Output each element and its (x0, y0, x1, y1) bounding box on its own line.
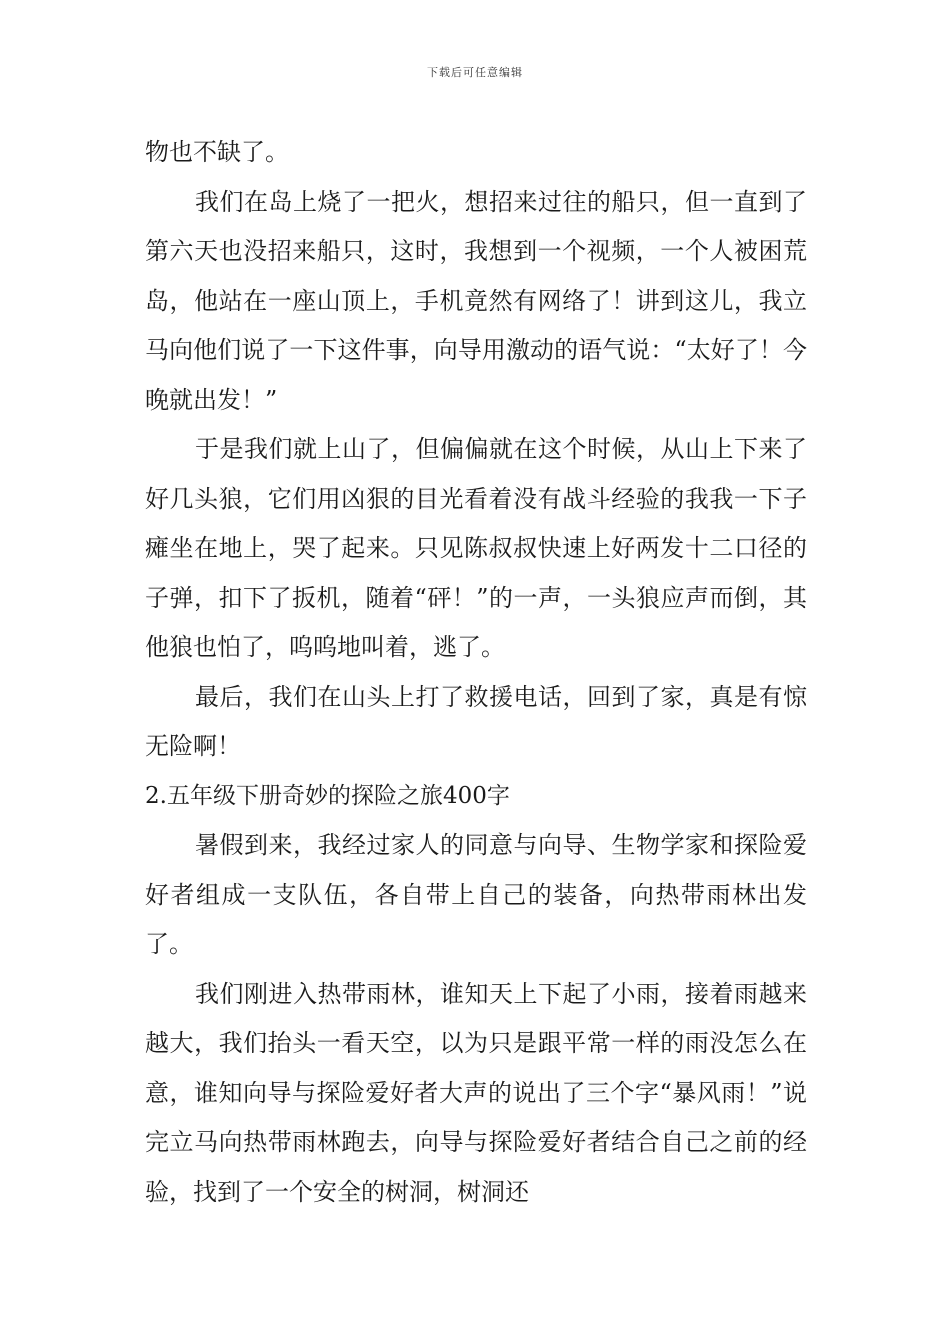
paragraph: 暑假到来，我经过家人的同意与向导、生物学家和探险爱好者组成一支队伍，各自带上自己的装备，向热带雨林出发了。 (145, 831, 807, 958)
paragraph: 我们刚进入热带雨林，谁知天上下起了小雨，接着雨越来越大，我们抬头一看天空，以为只是跟平常一样的雨没怎么在意，谁知向导与探险爱好者大声的说出了三个字“暴风雨！”说完立马向热带雨林跑去，向导与探险爱好者结合自己之前的经验，找到了一个安全的树洞，树洞还 (145, 979, 807, 1206)
paragraph: 于是我们就上山了，但偏偏就在这个时候，从山上下来了好几头狼，它们用凶狠的目光看着没有战斗经验的我我一下子瘫坐在地上，哭了起来。只见陈叔叔快速上好两发十二口径的子弹，扣下了扳机，随着“砰！”的一声，一头狼应声而倒，其他狼也怕了，呜呜地叫着，逃了。 (145, 435, 807, 661)
page-header: 下载后可任意编辑 (427, 66, 523, 79)
paragraph: 我们在岛上烧了一把火，想招来过往的船只，但一直到了第六天也没招来船只，这时，我想到一个视频，一个人被困荒岛，他站在一座山顶上，手机竟然有网络了！讲到这儿，我立马向他们说了一下这件事，向导用激动的语气说：“太好了！今晚就出发！” (145, 187, 807, 414)
article-body (145, 128, 807, 1217)
section-heading: 2.五年级下册奇妙的探险之旅400字 (145, 782, 510, 809)
paragraph-continuation: 物也不缺了。 (145, 138, 289, 166)
paragraph: 最后，我们在山头上打了救援电话，回到了家，真是有惊无险啊！ (145, 682, 807, 760)
